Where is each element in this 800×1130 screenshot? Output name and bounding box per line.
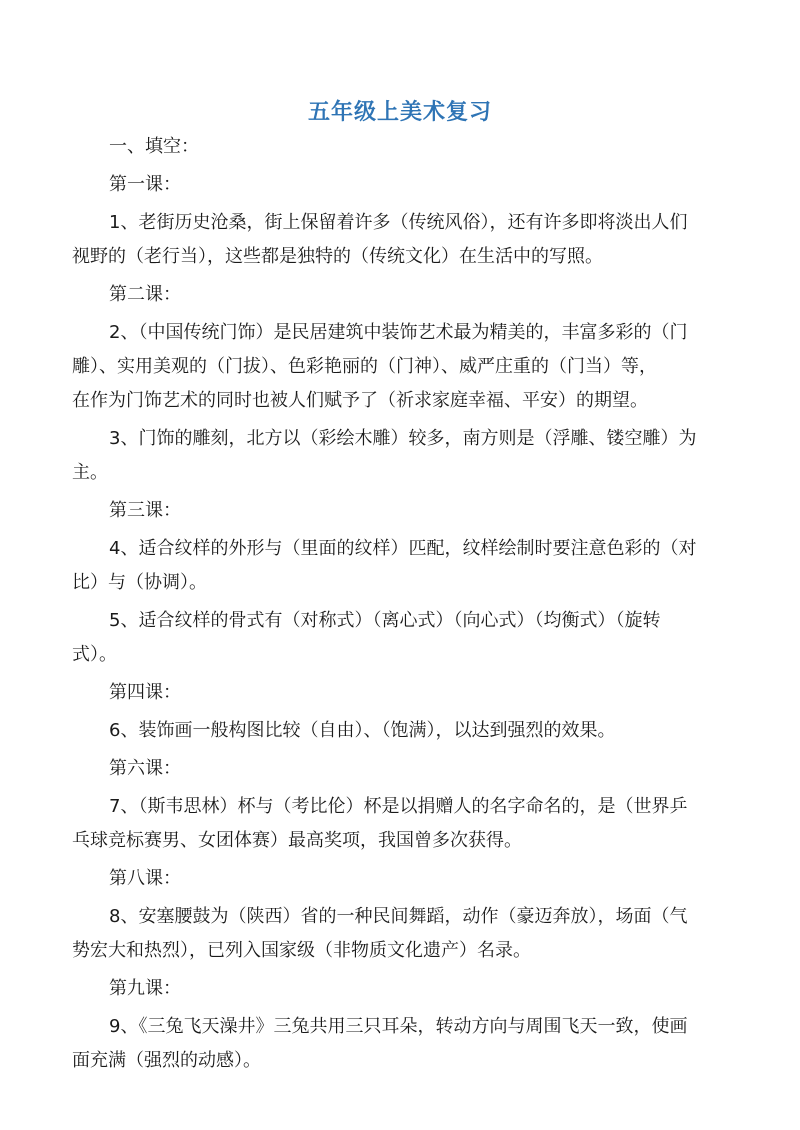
- question-8-line-1: 8、安塞腰鼓为（陕西）省的一种民间舞蹈，动作（豪迈奔放），场面（气: [109, 906, 688, 927]
- question-8: [72, 900, 732, 968]
- lesson-heading-6: 第六课：: [109, 758, 181, 779]
- question-9-line-1: 9、《三兔飞天澡井》三兔共用三只耳朵，转动方向与周围飞天一致，使画: [109, 1016, 688, 1037]
- question-5: [72, 604, 732, 672]
- question-3-line-1: 3、门饰的雕刻，北方以（彩绘木雕）较多，南方则是（浮雕、镂空雕）为: [109, 428, 697, 449]
- lesson-heading-9: 第九课：: [109, 978, 181, 999]
- question-7-line-1: 7、（斯韦思林）杯与（考比伦）杯是以捐赠人的名字命名的，是（世界乒: [109, 796, 688, 817]
- lesson-heading-8: 第八课：: [109, 868, 181, 889]
- question-6: [72, 714, 732, 748]
- lesson-heading-2: 第二课：: [109, 284, 181, 305]
- section-heading-fill-in: 一、填空：: [109, 136, 199, 157]
- lesson-heading-4: 第四课：: [109, 682, 181, 703]
- question-5-line-2: 式）。: [72, 644, 117, 665]
- question-7-line-2: 乓球竞标赛男、女团体赛）最高奖项，我国曾多次获得。: [72, 830, 522, 851]
- document-title: 五年级上美术复习: [307, 100, 492, 125]
- question-5-line-1: 5、适合纹样的骨式有（对称式）（离心式）（向心式）（均衡式）（旋转: [109, 610, 661, 631]
- question-2-line-3: 在作为门饰艺术的同时也被人们赋予了（祈求家庭幸福、平安）的期望。: [72, 390, 648, 411]
- lesson-heading-1: 第一课：: [109, 174, 181, 195]
- question-9: [72, 1010, 732, 1078]
- question-3-line-2: 主。: [72, 462, 108, 483]
- question-4-line-2: 比）与（协调）。: [72, 572, 207, 593]
- question-4-line-1: 4、适合纹样的外形与（里面的纹样）匹配，纹样绘制时要注意色彩的（对: [109, 538, 697, 559]
- question-1-line-2: 视野的（老行当），这些都是独特的（传统文化）在生活中的写照。: [72, 246, 603, 267]
- question-2-line-1: 2、（中国传统门饰）是民居建筑中装饰艺术最为精美的，丰富多彩的（门: [109, 322, 688, 343]
- question-2-line-2: 雕）、实用美观的（门拔）、色彩艳丽的（门神）、威严庄重的（门当）等，: [72, 356, 657, 377]
- question-7: [72, 790, 732, 858]
- question-1-line-1: 1、老街历史沧桑，街上保留着许多（传统风俗），还有许多即将淡出人们: [109, 212, 688, 233]
- lesson-heading-3: 第三课：: [109, 500, 181, 521]
- question-4: [72, 532, 732, 600]
- question-1: [72, 206, 732, 274]
- document-body: [72, 130, 732, 1078]
- question-2: [72, 316, 732, 418]
- question-6-line-1: 6、装饰画一般构图比较（自由）、（饱满），以达到强烈的效果。: [109, 720, 616, 741]
- question-9-line-2: 面充满（强烈的动感）。: [72, 1050, 261, 1071]
- question-3: [72, 422, 732, 490]
- question-8-line-2: 势宏大和热烈），已列入国家级（非物质文化遗产）名录。: [72, 940, 531, 961]
